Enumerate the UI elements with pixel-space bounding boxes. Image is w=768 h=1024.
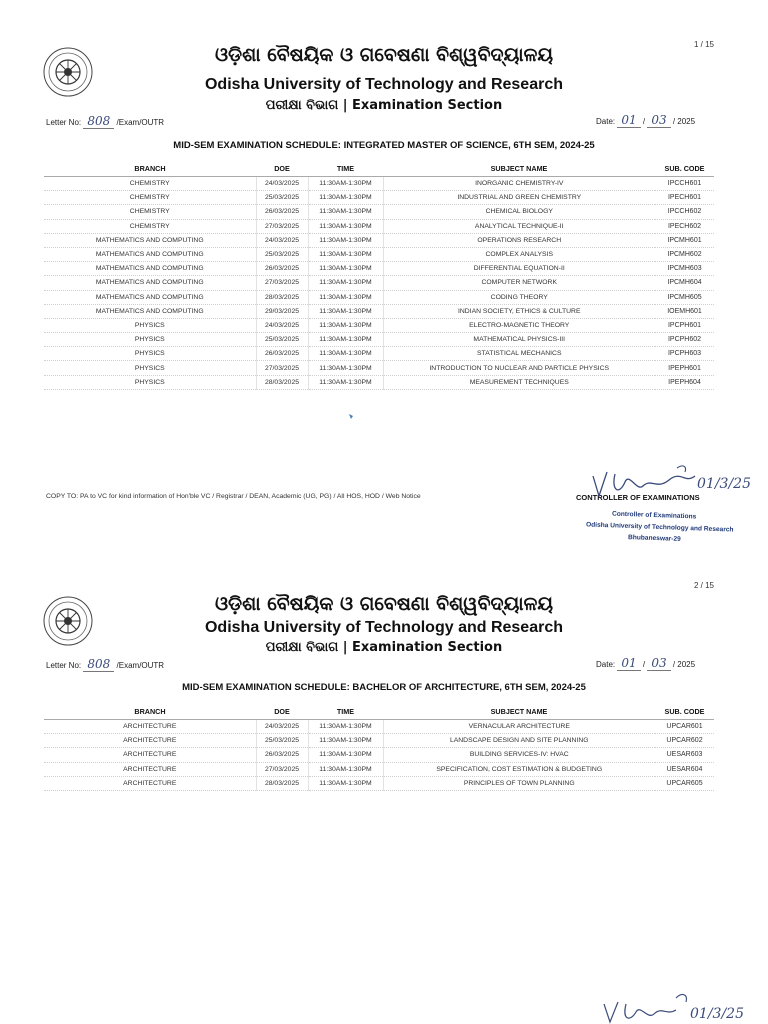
table-row (44, 205, 714, 219)
date-day: 01 (617, 113, 640, 128)
subject-cell: LANDSCAPE DESIGN AND SITE PLANNING (383, 734, 655, 748)
time-cell: 11:30AM-1:30PM (308, 290, 383, 304)
time-cell: 11:30AM-1:30PM (308, 776, 383, 790)
subject-cell: ELECTRO-MAGNETIC THEORY (383, 318, 655, 332)
table-row (44, 375, 714, 389)
table-row (44, 290, 714, 304)
column-header-doe: DOE (256, 704, 308, 720)
scan-mark (348, 413, 355, 420)
table-row (44, 318, 714, 332)
subject-cell: INORGANIC CHEMISTRY-IV (383, 177, 655, 191)
subject-cell: SPECIFICATION, COST ESTIMATION & BUDGETING (383, 762, 655, 776)
doe-cell: 28/03/2025 (256, 290, 308, 304)
time-cell: 11:30AM-1:30PM (308, 318, 383, 332)
university-title-english: Odisha University of Technology and Research (204, 76, 563, 93)
time-cell: 11:30AM-1:30PM (308, 262, 383, 276)
branch-cell: PHYSICS (44, 333, 256, 347)
doe-cell: 26/03/2025 (256, 205, 308, 219)
doe-cell: 24/03/2025 (256, 318, 308, 332)
letter-suffix: /Exam/OUTR (116, 661, 165, 670)
schedule-rows (44, 177, 714, 390)
doe-cell: 28/03/2025 (256, 776, 308, 790)
code-cell: IPECH601 (655, 191, 714, 205)
table-row (44, 762, 714, 776)
schedule-table (44, 161, 714, 390)
table-row (44, 361, 714, 375)
code-cell: UPCAR605 (655, 776, 714, 790)
table-row (44, 247, 714, 261)
branch-cell: MATHEMATICS AND COMPUTING (44, 304, 256, 318)
code-cell: IPCPH602 (655, 333, 714, 347)
code-cell: IPCCH602 (655, 205, 714, 219)
table-row (44, 347, 714, 361)
branch-cell: PHYSICS (44, 361, 256, 375)
time-cell: 11:30AM-1:30PM (308, 304, 383, 318)
doe-cell: 24/03/2025 (256, 233, 308, 247)
university-title-odia: ଓଡ଼ିଶା ବୈଷୟିକ ଓ ଗବେଷଣା ବିଶ୍ୱବିଦ୍ୟାଳୟ (214, 593, 554, 615)
branch-cell: MATHEMATICS AND COMPUTING (44, 233, 256, 247)
signature-date: 01/3/25 (690, 1006, 744, 1022)
code-cell: IPCMH604 (655, 276, 714, 290)
column-header-code: SUB. CODE (655, 161, 714, 177)
branch-cell: ARCHITECTURE (44, 762, 256, 776)
signature-date: 01/3/25 (697, 476, 751, 492)
time-cell: 11:30AM-1:30PM (308, 762, 383, 776)
branch-cell: CHEMISTRY (44, 177, 256, 191)
letter-suffix: /Exam/OUTR (116, 118, 165, 127)
code-cell: IPEPH604 (655, 375, 714, 389)
subject-cell: MATHEMATICAL PHYSICS-III (383, 333, 655, 347)
code-cell: IPCMH601 (655, 233, 714, 247)
subject-cell: ANALYTICAL TECHNIQUE-II (383, 219, 655, 233)
code-cell: IPCPH603 (655, 347, 714, 361)
controller-signature (590, 990, 760, 1024)
branch-cell: CHEMISTRY (44, 205, 256, 219)
branch-cell: CHEMISTRY (44, 191, 256, 205)
branch-cell: MATHEMATICS AND COMPUTING (44, 290, 256, 304)
date-label: Date: (596, 660, 616, 669)
branch-cell: MATHEMATICS AND COMPUTING (44, 262, 256, 276)
table-row (44, 748, 714, 762)
doe-cell: 29/03/2025 (256, 304, 308, 318)
subject-cell: INDIAN SOCIETY, ETHICS & CULTURE (383, 304, 655, 318)
column-header-doe: DOE (256, 161, 308, 177)
column-header-subject: SUBJECT NAME (383, 704, 655, 720)
subject-cell: STATISTICAL MECHANICS (383, 347, 655, 361)
subject-cell: PRINCIPLES OF TOWN PLANNING (383, 776, 655, 790)
date-year: / 2025 (672, 660, 696, 669)
subject-cell: COMPLEX ANALYSIS (383, 247, 655, 261)
branch-cell: MATHEMATICS AND COMPUTING (44, 276, 256, 290)
code-cell: IPCPH601 (655, 318, 714, 332)
date-line: Date: 01 / 03 / 2025 (596, 113, 696, 127)
time-cell: 11:30AM-1:30PM (308, 247, 383, 261)
code-cell: IPECH602 (655, 219, 714, 233)
schedule-table (44, 704, 714, 791)
subject-cell: VERNACULAR ARCHITECTURE (383, 720, 655, 734)
time-cell: 11:30AM-1:30PM (308, 219, 383, 233)
letter-number-line (46, 657, 164, 672)
table-row (44, 276, 714, 290)
code-cell: UESAR603 (655, 748, 714, 762)
branch-cell: ARCHITECTURE (44, 776, 256, 790)
page-2 (0, 565, 768, 1024)
doe-cell: 26/03/2025 (256, 262, 308, 276)
stamp-line-3: Bhubaneswar-29 (627, 534, 681, 543)
table-row (44, 191, 714, 205)
letter-number: 808 (83, 657, 114, 672)
schedule-rows (44, 720, 714, 791)
page-number: 2 / 15 (693, 581, 714, 590)
doe-cell: 24/03/2025 (256, 177, 308, 191)
doe-cell: 28/03/2025 (256, 375, 308, 389)
subject-cell: OPERATIONS RESEARCH (383, 233, 655, 247)
table-row (44, 233, 714, 247)
date-month: 03 (647, 656, 670, 671)
branch-cell: PHYSICS (44, 347, 256, 361)
schedule-heading: MID-SEM EXAMINATION SCHEDULE: INTEGRATED MASTER OF SCIENCE, 6TH SEM, 2024-25 (173, 140, 595, 151)
time-cell: 11:30AM-1:30PM (308, 205, 383, 219)
time-cell: 11:30AM-1:30PM (308, 191, 383, 205)
page-number: 1 / 15 (693, 40, 714, 49)
column-header-time: TIME (308, 704, 383, 720)
doe-cell: 26/03/2025 (256, 748, 308, 762)
doe-cell: 25/03/2025 (256, 191, 308, 205)
doe-cell: 25/03/2025 (256, 247, 308, 261)
time-cell: 11:30AM-1:30PM (308, 177, 383, 191)
letter-number: 808 (83, 114, 114, 129)
branch-cell: ARCHITECTURE (44, 748, 256, 762)
doe-cell: 25/03/2025 (256, 333, 308, 347)
time-cell: 11:30AM-1:30PM (308, 748, 383, 762)
subject-cell: COMPUTER NETWORK (383, 276, 655, 290)
stamp-line-2: Odisha University of Technology and Research (585, 521, 734, 534)
time-cell: 11:30AM-1:30PM (308, 375, 383, 389)
code-cell: IPEPH601 (655, 361, 714, 375)
letter-number-line (46, 114, 164, 129)
subject-cell: CHEMICAL BIOLOGY (383, 205, 655, 219)
time-cell: 11:30AM-1:30PM (308, 347, 383, 361)
time-cell: 11:30AM-1:30PM (308, 276, 383, 290)
subject-cell: INDUSTRIAL AND GREEN CHEMISTRY (383, 191, 655, 205)
date-label: Date: (596, 117, 616, 126)
subject-cell: DIFFERENTIAL EQUATION-II (383, 262, 655, 276)
column-header-branch: BRANCH (44, 161, 256, 177)
table-row (44, 734, 714, 748)
code-cell: UESAR604 (655, 762, 714, 776)
controller-signature (585, 462, 755, 504)
code-cell: UPCAR602 (655, 734, 714, 748)
table-row (44, 720, 714, 734)
table-row (44, 262, 714, 276)
column-header-code: SUB. CODE (655, 704, 714, 720)
branch-cell: ARCHITECTURE (44, 734, 256, 748)
doe-cell: 27/03/2025 (256, 219, 308, 233)
letter-label: Letter No: (46, 661, 82, 670)
doe-cell: 24/03/2025 (256, 720, 308, 734)
branch-cell: CHEMISTRY (44, 219, 256, 233)
section-title: ପରୀକ୍ଷା ବିଭାଗ | Examination Section (265, 98, 503, 113)
table-row (44, 177, 714, 191)
column-header-subject: SUBJECT NAME (383, 161, 655, 177)
controller-title: CONTROLLER OF EXAMINATIONS (576, 493, 700, 502)
branch-cell: MATHEMATICS AND COMPUTING (44, 247, 256, 261)
stamp-line-1: Controller of Examinations (611, 510, 697, 521)
code-cell: UPCAR601 (655, 720, 714, 734)
time-cell: 11:30AM-1:30PM (308, 233, 383, 247)
code-cell: IPCMH605 (655, 290, 714, 304)
date-line: Date: 01 / 03 / 2025 (596, 656, 696, 670)
date-month: 03 (647, 113, 670, 128)
table-row (44, 219, 714, 233)
time-cell: 11:30AM-1:30PM (308, 333, 383, 347)
subject-cell: BUILDING SERVICES-IV: HVAC (383, 748, 655, 762)
university-title-english: Odisha University of Technology and Research (204, 619, 563, 636)
time-cell: 11:30AM-1:30PM (308, 361, 383, 375)
doe-cell: 27/03/2025 (256, 361, 308, 375)
time-cell: 11:30AM-1:30PM (308, 734, 383, 748)
doe-cell: 27/03/2025 (256, 762, 308, 776)
section-title: ପରୀକ୍ଷା ବିଭାଗ | Examination Section (265, 640, 503, 655)
branch-cell: PHYSICS (44, 318, 256, 332)
table-header-row (44, 704, 714, 720)
table-row (44, 304, 714, 318)
subject-cell: MEASUREMENT TECHNIQUES (383, 375, 655, 389)
code-cell: IPCMH602 (655, 247, 714, 261)
university-title-odia: ଓଡ଼ିଶା ବୈଷୟିକ ଓ ଗବେଷଣା ବିଶ୍ୱବିଦ୍ୟାଳୟ (214, 44, 554, 66)
schedule-heading: MID-SEM EXAMINATION SCHEDULE: BACHELOR OF ARCHITECTURE, 6TH SEM, 2024-25 (182, 682, 586, 693)
time-cell: 11:30AM-1:30PM (308, 720, 383, 734)
branch-cell: PHYSICS (44, 375, 256, 389)
code-cell: IPCCH601 (655, 177, 714, 191)
letter-label: Letter No: (46, 118, 82, 127)
subject-cell: CODING THEORY (383, 290, 655, 304)
date-day: 01 (617, 656, 640, 671)
date-year: / 2025 (672, 117, 696, 126)
table-header-row (44, 161, 714, 177)
branch-cell: ARCHITECTURE (44, 720, 256, 734)
subject-cell: INTRODUCTION TO NUCLEAR AND PARTICLE PHYSICS (383, 361, 655, 375)
column-header-time: TIME (308, 161, 383, 177)
doe-cell: 27/03/2025 (256, 276, 308, 290)
column-header-branch: BRANCH (44, 704, 256, 720)
doe-cell: 26/03/2025 (256, 347, 308, 361)
copy-to-note: COPY TO: PA to VC for kind information of Hon'ble VC / Registrar / DEAN, Academic (UG, PG) / All HOS, HOD / Web Notice (46, 493, 421, 500)
table-row (44, 333, 714, 347)
table-row (44, 776, 714, 790)
code-cell: IOEMH601 (655, 304, 714, 318)
doe-cell: 25/03/2025 (256, 734, 308, 748)
code-cell: IPCMH603 (655, 262, 714, 276)
